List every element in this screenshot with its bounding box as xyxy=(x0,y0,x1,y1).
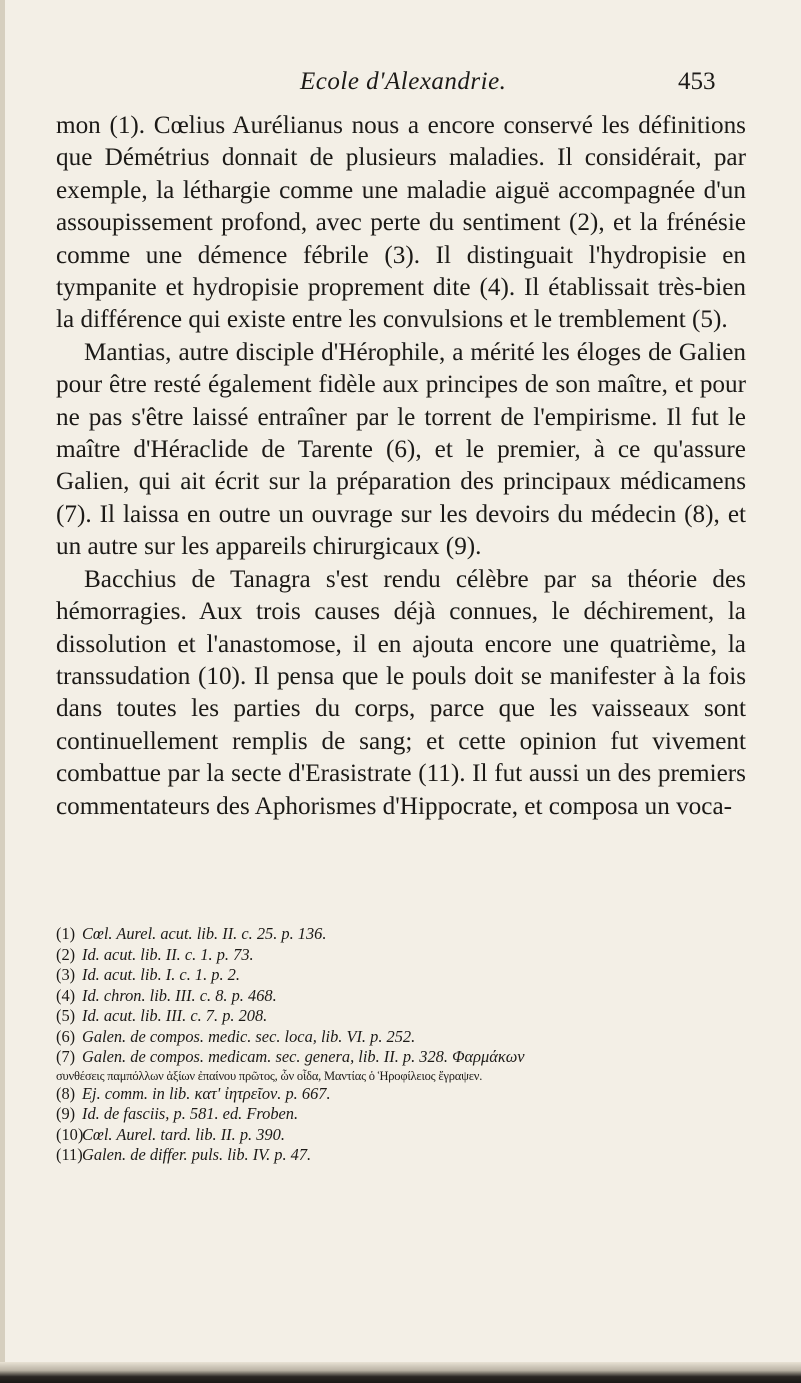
page-number: 453 xyxy=(678,68,716,95)
footnote-text: Id. acut. lib. I. c. 1. p. 2. xyxy=(82,965,240,984)
footnote-number: (11) xyxy=(56,1145,83,1164)
footnote xyxy=(56,1084,746,1105)
paragraph: Bacchius de Tanagra s'est rendu célèbre par sa théorie des hémorragies. Aux trois causes déjà connues, le déchirement, la dissolution et l'anastomose, il en ajouta encore une quatrième, la transsudation (10). Il pensa que le pouls doit se manifester à la fois dans toutes les parties du corps, parce que les vaisseaux sont continuellement remplis de sang; et cette opinion fut vivement combattue par la secte d'Erasistrate (11). Il fut aussi un des premiers commentateurs des Aphorismes d'Hippocrate, et composa un voca- xyxy=(56,565,746,820)
footnote-number: (8) xyxy=(56,1083,76,1103)
footnote xyxy=(56,986,746,1007)
footnote-greek-quote xyxy=(56,1068,746,1084)
footnote-number: (6) xyxy=(56,1026,76,1046)
footnote-text: Cœl. Aurel. tard. lib. II. p. 390. xyxy=(82,1124,285,1144)
footnote-text: Galen. de compos. medic. sec. loca, lib. VI. p. 252. xyxy=(82,1026,416,1046)
page-bottom-edge xyxy=(0,1362,801,1383)
footnote xyxy=(56,945,746,966)
page-edge xyxy=(0,0,5,1383)
footnote-number: (1) xyxy=(56,924,76,943)
page-header xyxy=(0,68,801,104)
footnote xyxy=(56,1145,746,1166)
footnote-number: (4) xyxy=(56,985,76,1005)
footnote-text: Id. chron. lib. III. c. 8. p. 468. xyxy=(82,985,277,1005)
footnote-text: Id. de fasciis, p. 581. ed. Froben. xyxy=(82,1104,299,1123)
footnote xyxy=(56,1125,746,1146)
footnote xyxy=(56,1104,746,1125)
footnote-text: Cœl. Aurel. acut. lib. II. c. 25. p. 136. xyxy=(82,924,327,943)
footnote-number: (3) xyxy=(56,965,76,984)
footnote-text: Ej. comm. in lib. κατ' ἰητρεῖον. p. 667. xyxy=(82,1083,331,1103)
footnote-text: συνθέσεις παμπόλλων ἀξίων ἐπαίνου πρῶτος, ὧν οἶδα, Μαντίας ὁ Ἡροφίλειος ἔγραψεν. xyxy=(56,1068,483,1083)
footnote-text: Galen. de differ. puls. lib. IV. p. 47. xyxy=(82,1145,312,1164)
footnote-number: (9) xyxy=(56,1104,76,1123)
main-text xyxy=(56,110,746,823)
footnote xyxy=(56,965,746,986)
footnotes xyxy=(56,924,746,1166)
footnote xyxy=(56,924,746,945)
paragraph: Mantias, autre disciple d'Hérophile, a mérité les éloges de Galien pour être resté également fidèle aux principes de son maître, et pour ne pas s'être laissé entraîner par le torrent de l'empirisme. Il fut le maître d'Héraclide de Tarente (6), et le premier, à ce qu'assure Galien, qui ait écrit sur la préparation des principaux médicamens (7). Il laissa en outre un ouvrage sur les devoirs du médecin (8), et un autre sur les appareils chirurgicaux (9). xyxy=(56,338,746,561)
running-title: Ecole d'Alexandrie. xyxy=(300,68,507,95)
footnote-text: Galen. de compos. medicam. sec. genera, lib. II. p. 328. Φαρμάκων xyxy=(82,1047,525,1066)
footnote-number: (10) xyxy=(56,1124,84,1144)
footnote xyxy=(56,1006,746,1027)
footnote-number: (5) xyxy=(56,1006,76,1025)
footnote-text: Id. acut. lib. II. c. 1. p. 73. xyxy=(82,944,254,964)
footnote-text: Id. acut. lib. III. c. 7. p. 208. xyxy=(82,1006,268,1025)
footnote xyxy=(56,1027,746,1048)
footnote-number: (2) xyxy=(56,944,76,964)
footnote xyxy=(56,1047,746,1068)
footnote-number: (7) xyxy=(56,1047,76,1066)
paragraph: mon (1). Cœlius Aurélianus nous a encore conservé les définitions que Démétrius donnait de plusieurs maladies. Il considérait, par exemple, la léthargie comme une maladie aiguë accompagnée d'un assoupissement profond, avec perte du sentiment (2), et la frénésie comme une démence fébrile (3). Il distinguait l'hydropisie en tympanite et hydropisie proprement dite (4). Il établissait très-bien la différence qui existe entre les convulsions et le tremblement (5). xyxy=(56,112,746,334)
